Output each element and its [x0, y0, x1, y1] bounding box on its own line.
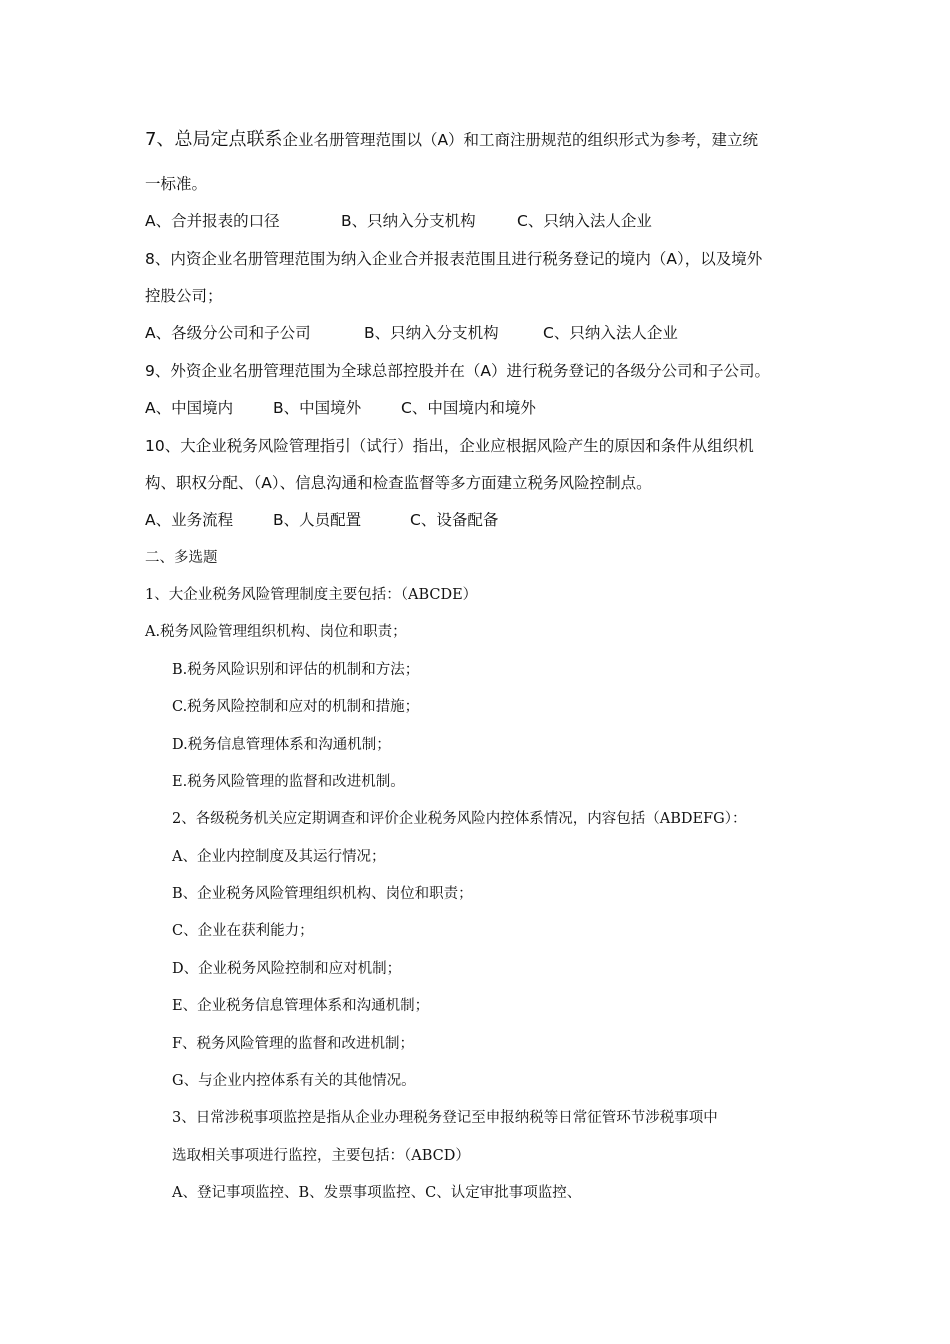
option-a: A、各级分公司和子公司 [145, 324, 311, 342]
multi-question-3-line-2: 选取相关事项进行监控，主要包括：（ABCD） [172, 1148, 470, 1164]
multi-question-1-item-a: A.税务风险管理组织机构、岗位和职责； [145, 624, 407, 640]
option-b: B、只纳入分支机构 [364, 324, 499, 342]
question-7-lead: 7、总局定点联系 [145, 129, 283, 150]
multi-question-3-line-1: 3、日常涉税事项监控是指从企业办理税务登记至申报纳税等日常征管环节涉税事项中 [172, 1110, 718, 1126]
question-7-text: 企业名册管理范围以（A）和工商注册规范的组织形式为参考，建立统 [282, 131, 759, 149]
multi-question-2-title: 2、各级税务机关应定期调查和评价企业税务风险内控体系情况，内容包括（ABDEFG）： [172, 811, 747, 827]
question-10-line-2: 构、职权分配、（A）、信息沟通和检查监督等多方面建立税务风险控制点。 [145, 474, 652, 492]
option-b: B、只纳入分支机构 [341, 212, 476, 230]
multi-question-1-item-d: D.税务信息管理体系和沟通机制； [172, 737, 391, 753]
option-b: B、人员配置 [273, 511, 362, 529]
question-9-options [145, 398, 536, 418]
question-10-line-1: 10、大企业税务风险管理指引（试行）指出，企业应根据风险产生的原因和条件从组织机 [145, 437, 754, 455]
multi-question-2-item-f: F、税务风险管理的监督和改进机制； [172, 1036, 415, 1052]
option-c: C、中国境内和境外 [401, 399, 536, 417]
question-7-line-1 [145, 130, 758, 150]
multi-question-2-item-b: B、企业税务风险管理组织机构、岗位和职责； [172, 886, 473, 902]
option-c: C、设备配备 [410, 511, 499, 529]
option-a: A、合并报表的口径 [145, 212, 280, 230]
multi-question-2-item-c: C、企业在获利能力； [172, 923, 314, 939]
question-9-line-1: 9、外资企业名册管理范围为全球总部控股并在（A）进行税务登记的各级分公司和子公司。 [145, 362, 770, 380]
option-b: B、中国境外 [273, 399, 362, 417]
multi-question-1-item-b: B.税务风险识别和评估的机制和方法； [172, 662, 420, 678]
multi-question-1-item-e: E.税务风险管理的监督和改进机制。 [172, 774, 405, 790]
multi-question-2-item-d: D、企业税务风险控制和应对机制； [172, 961, 402, 977]
question-10-options [145, 510, 498, 530]
option-c: C、只纳入法人企业 [543, 324, 678, 342]
multi-question-1-item-c: C.税务风险控制和应对的机制和措施； [172, 699, 420, 715]
question-8-line-1: 8、内资企业名册管理范围为纳入企业合并报表范围且进行税务登记的境内（A），以及境外 [145, 250, 763, 268]
section-heading: 二、多选题 [145, 550, 218, 566]
multi-question-1-title: 1、大企业税务风险管理制度主要包括：（ABCDE） [145, 587, 478, 603]
question-8-options [145, 323, 678, 343]
option-a: A、业务流程 [145, 511, 234, 529]
multi-question-2-item-a: A、企业内控制度及其运行情况； [172, 849, 386, 865]
question-8-line-2: 控股公司； [145, 287, 223, 305]
option-a: A、中国境内 [145, 399, 234, 417]
question-7-line-2: 一标准。 [145, 175, 208, 193]
question-7-options [145, 211, 652, 231]
multi-question-2-item-e: E、企业税务信息管理体系和沟通机制； [172, 998, 430, 1014]
multi-question-3-line-3: A、登记事项监控、B、发票事项监控、C、认定审批事项监控、 [172, 1185, 582, 1201]
option-c: C、只纳入法人企业 [517, 212, 652, 230]
multi-question-2-item-g: G、与企业内控体系有关的其他情况。 [172, 1073, 416, 1089]
